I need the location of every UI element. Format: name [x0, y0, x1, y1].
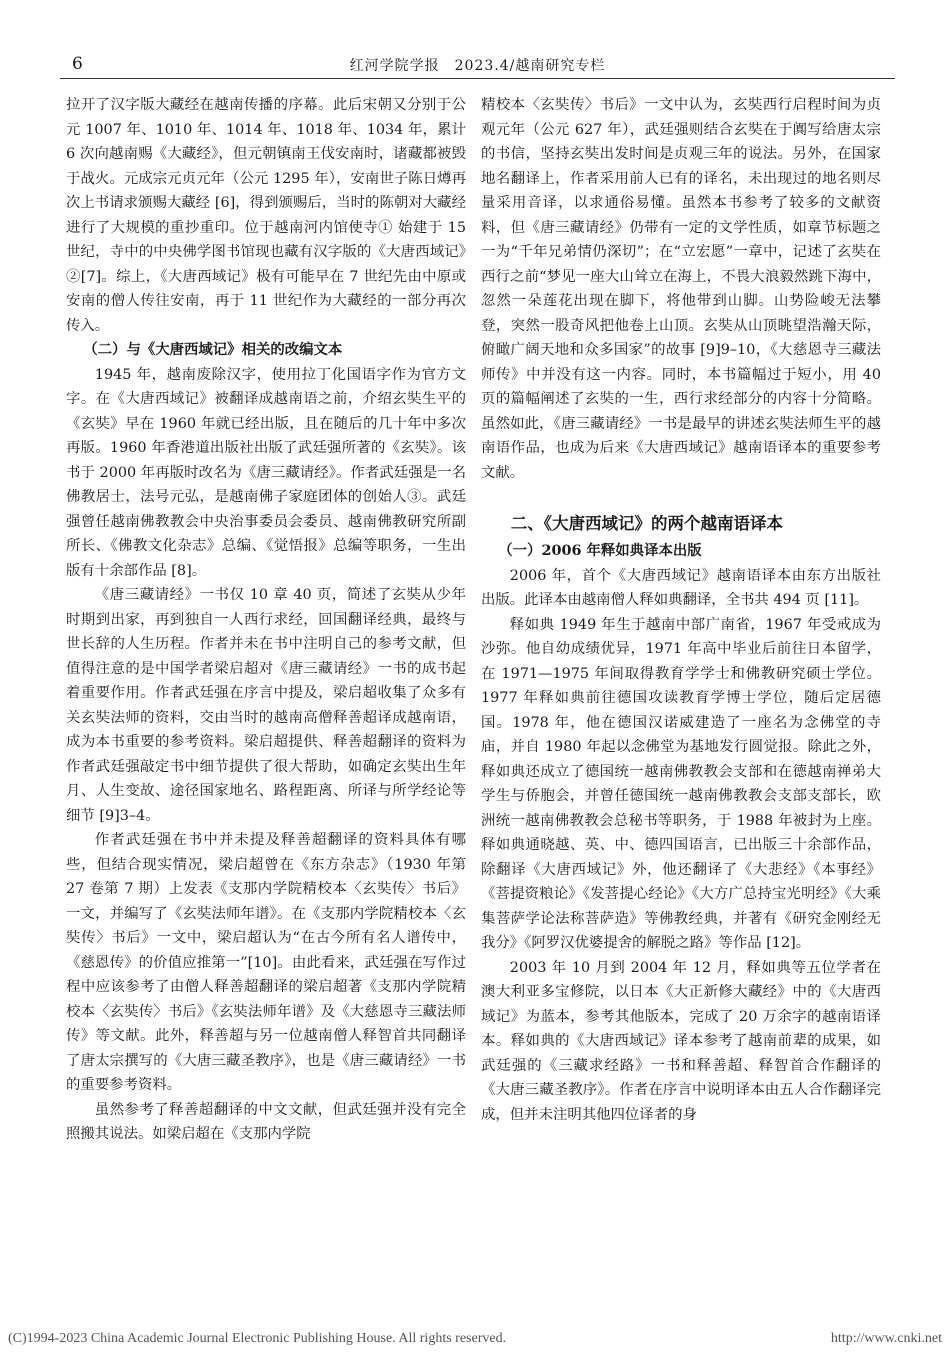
paragraph: 作者武廷强在书中并未提及释善超翻译的资料具体有哪些，但结合现实情况，梁启超曾在《东方杂志》（1930 年第 27 卷第 7 期）上发表《支那内学院精校本〈玄奘传〉书后》一文，并编写了《玄奘法师年谱》。在《支那内学院精校本〈玄奘传〉书后》一文中，梁启超认为“在古今所有名人谱传中，《慈恩传》的价值应推第一”[10]。由此看来，武廷强在写作过程中应该参考了由僧人释善超翻译的梁启超著《支那内学院精校本〈玄奘传〉书后》《玄奘法师年谱》及《大慈恩寺三藏法师传》等文献。此外，释善超与另一位越南僧人释智首共同翻译了唐太宗撰写的《大唐三藏圣教序》，也是《唐三藏请经》一书的重要参考资料。 [66, 832, 466, 1093]
paragraph: 2006 年，首个《大唐西域记》越南语译本由东方出版社出版。此译本由越南僧人释如典翻译，全书共 494 页 [11]。 [481, 567, 881, 608]
paragraph: 虽然参考了释善超翻译的中文文献，但武廷强并没有完全照搬其说法。如梁启超在《支那内学院 [66, 1101, 466, 1142]
footer-url: http://www.cnki.net [830, 1331, 942, 1346]
section-heading: 二、《大唐西域记》的两个越南语译本 [510, 514, 783, 533]
section-subheading: （二）与《大唐西域记》相关的改编文本 [83, 341, 343, 358]
paragraph: 精校本〈玄奘传〉书后》一文中认为，玄奘西行启程时间为贞观元年（公元 627 年），武廷强则结合玄奘在于阗写给唐太宗的书信，坚持玄奘出发时间是贞观三年的说法。另外，在国家地名翻译上，作者采用前人已有的译名，未出现过的地名则尽量采用音译，以求通俗易懂。虽然本书参考了较多的文献资料，但《唐三藏请经》仍带有一定的文学性质，如章节标题之一为“千年兄弟情仍深切”；在“立宏愿”一章中，记述了玄奘在西行之前“梦见一座大山耸立在海上，不畏大浪毅然跳下海中，忽然一朵莲花出现在脚下，将他带到山脚。山势险峻无法攀登，突然一股奇风把他卷上山顶。玄奘从山顶眺望浩瀚天际，俯瞰广阔天地和众多国家”的故事 [9]9–10，《大慈恩寺三藏法师传》中并没有这一内容。同时，本书篇幅过于短小，用 40 页的篇幅阐述了玄奘的一生，西行求经部分的内容十分简略。虽然如此，《唐三藏请经》一书是最早的讲述玄奘法师生平的越南语作品，也成为后来《大唐西域记》越南语译本的重要参考文献。 [481, 97, 881, 481]
right-column [481, 93, 881, 1127]
paragraph: 2003 年 10 月到 2004 年 12 月，释如典等五位学者在澳大利亚多宝修院，以日本《大正新修大藏经》中的《大唐西域记》为蓝本，参考其他版本，完成了 20 万余字的越南语译本。释如典的《大唐西域记》译本参考了越南前辈的成果，如武廷强的《三藏求经路》一书和释善超、释智首合作翻译的《大唐三藏圣教序》。作者在序言中说明译本由五人合作翻译完成，但并未注明其他四位译者的身 [481, 959, 881, 1123]
page-header [60, 52, 895, 79]
section-subheading: （一）2006 年释如典译本出版 [498, 542, 702, 559]
paragraph: 1945 年，越南废除汉字，使用拉丁化国语字作为官方文字。在《大唐西域记》被翻译成越南语之前，介绍玄奘生平的《玄奘》早在 1960 年就已经出版，且在随后的几十年中多次再版。1960 年香港道出版社出版了武廷强所著的《玄奘》。该书于 2000 年再版时改名为《唐三藏请经》。作者武廷强是一名佛教居士，法号元弘，是越南佛子家庭团体的创始人③。武廷强曾任越南佛教教会中央治事委员会委员、越南佛教研究所副所长、《佛教文化杂志》总编、《觉悟报》总编等职务，一生出版有十余部作品 [8]。 [66, 366, 466, 579]
left-column [66, 93, 466, 1147]
paragraph: 拉开了汉字版大藏经在越南传播的序幕。此后宋朝又分别于公元 1007 年、1010 年、1014 年、1018 年、1034 年，累计 6 次向越南赐《大藏经》，但元朝镇南王伐安南时，诸藏都被毁于战火。元成宗元贞元年（公元 1295 年），安南世子陈日燇再次上书请求颁赐大藏经 [6]，得到颁赐后，当时的陈朝对大藏经进行了大规模的重抄重印。位于越南河内馆使寺① 始建于 15 世纪，寺中的中央佛学图书馆现也藏有汉字版的《大唐西域记》②[7]。综上，《大唐西域记》极有可能早在 7 世纪先由中原或安南的僧人传往安南，再于 11 世纪作为大藏经的一部分再次传入。 [66, 97, 466, 334]
running-title: 红河学院学报 2023.4/越南研究专栏 [349, 58, 606, 74]
paragraph: 《唐三藏请经》一书仅 10 章 40 页，简述了玄奘从少年时期到出家，再到独自一人西行求经，回国翻译经典，最终与世长辞的人生历程。作者并未在书中注明自己的参考文献，但值得注意的是中国学者梁启超对《唐三藏请经》一书的成书起着重要作用。作者武廷强在序言中提及，梁启超收集了众多有关玄奘法师的资料，交由当时的越南高僧释善超译成越南语，成为本书重要的参考资料。梁启超提供、释善超翻译的资料为作者武廷强敲定书中细节提供了很大帮助，如确定玄奘出生年月、人生变故、途径国家地名、路程距离、所译与所学经论等细节 [9]3–4。 [66, 587, 466, 824]
copyright-notice: (C)1994-2023 China Academic Journal Electronic Publishing House. All rights reserved. [8, 1331, 507, 1346]
page-footer [8, 1331, 942, 1347]
paragraph: 释如典 1949 年生于越南中部广南省，1967 年受戒成为沙弥。他自幼成绩优异，1971 年高中毕业后前往日本留学，在 1971—1975 年间取得教育学学士和佛教研究硕士学位。1977 年释如典前往德国攻读教育学博士学位，随后定居德国。1978 年，他在德国汉诺威建造了一座名为念佛堂的寺庙，并自 1980 年起以念佛堂为基地发行圆觉报。除此之外，释如典还成立了德国统一越南佛教教会支部和在德越南禅弟大学生与侨胞会，并曾任德国统一越南佛教教会支部支部长，欧洲统一越南佛教教会总秘书等职务，于 1988 年被封为上座。释如典通晓越、英、中、德四国语言，已出版三十余部作品，除翻译《大唐西域记》外，他还翻译了《大悲经》《本事经》《菩提资粮论》《发菩提心经论》《大方广总持宝光明经》《大乘集菩萨学论法称菩萨造》等佛教经典，并著有《研究金刚经无我分》《阿罗汉优婆提舍的解脱之路》等作品 [12]。 [481, 616, 881, 951]
page-number: 6 [72, 54, 83, 74]
